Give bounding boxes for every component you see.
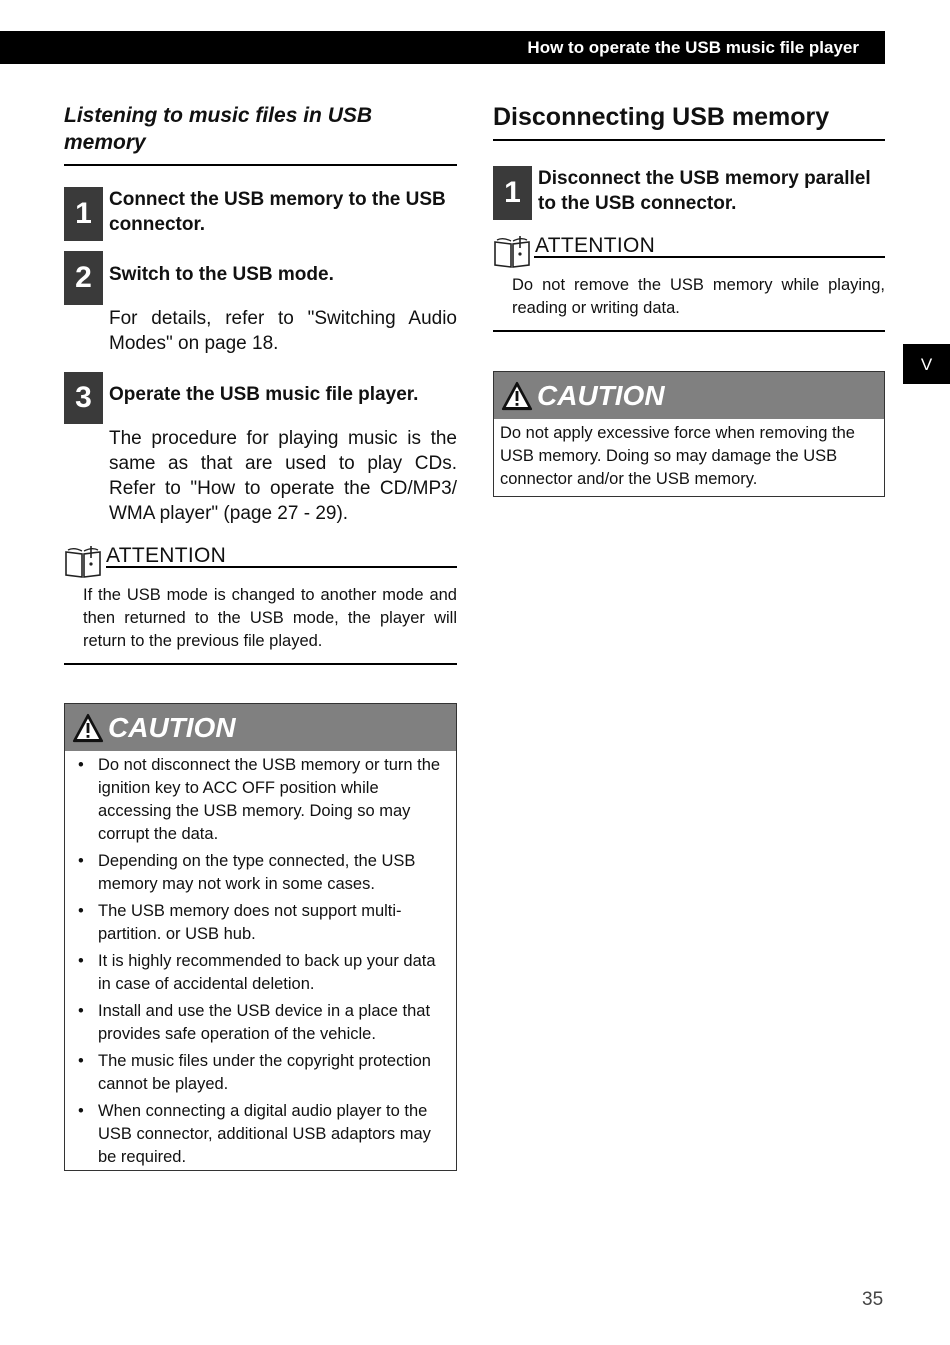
page-number: 35: [862, 1289, 884, 1310]
caution-header: [494, 372, 884, 419]
list-item-text: When connecting a digital audio player to the USB connector, additional USB adaptors may be required.: [98, 1102, 431, 1166]
list-item: • Depending on the type connected, the USB memory may not work in some cases.: [78, 852, 416, 893]
right-section-title: Disconnecting USB memory: [493, 103, 830, 131]
chapter-tab: V: [903, 344, 950, 384]
right-attention-text: Do not remove the USB memory while playing, reading or writing data.: [512, 276, 885, 317]
caution-header: [65, 704, 456, 751]
caution-text: Do not apply excessive force when removing the USB memory. Doing so may damage the USB connector and/or the USB memory.: [500, 424, 855, 488]
caution-body: [78, 754, 450, 1173]
right-attention-header: [493, 234, 885, 270]
warning-triangle-icon: [72, 713, 104, 743]
book-icon: [64, 544, 102, 578]
step-title: Connect the USB memory to the USB connector.: [109, 189, 446, 235]
list-item-text: Depending on the type connected, the USB memory may not work in some cases.: [98, 852, 416, 893]
step-number: 1: [64, 187, 103, 241]
left-caution-box: [64, 703, 457, 1171]
list-item: • Do not disconnect the USB memory or turn the ignition key to ACC OFF position while accessing the USB memory. Doing so may corrupt the data.: [78, 756, 441, 843]
caution-list: [78, 754, 450, 1169]
step-title: Operate the USB music file player.: [109, 384, 419, 405]
left-title-rule: [64, 164, 457, 166]
step-number: 1: [493, 166, 532, 220]
left-attention-header: [64, 544, 457, 580]
right-attention-bottom-rule: [493, 330, 885, 332]
list-item-text: The music files under the copyright protection cannot be played.: [98, 1052, 431, 1093]
right-caution-box: [493, 371, 885, 497]
attention-label: ATTENTION: [106, 544, 227, 567]
book-icon: [493, 234, 531, 268]
list-item-text: It is highly recommended to back up your data in case of accidental deletion.: [98, 952, 436, 993]
left-section-title: Listening to music files in USB memory: [64, 104, 373, 154]
list-item: • Install and use the USB device in a place that provides safe operation of the vehicle.: [78, 1002, 431, 1043]
left-step-3-body: The procedure for playing music is the same as that are used to play CDs. Refer to "How to operate the CD/MP3/ WMA player" (page 27 - 29).: [109, 428, 457, 524]
list-item: • It is highly recommended to back up your data in case of accidental deletion.: [78, 952, 436, 993]
left-step-2: [64, 251, 457, 305]
right-step-1: [493, 166, 885, 220]
list-item: • The USB memory does not support multi-partition. or USB hub.: [78, 902, 402, 943]
left-attention-text: If the USB mode is changed to another mode and then returned to the USB mode, the player will return to the previous file played.: [83, 586, 457, 650]
left-step-2-body: For details, refer to "Switching Audio Modes" on page 18.: [109, 308, 457, 354]
attention-label: ATTENTION: [535, 234, 656, 257]
caution-label: CAUTION: [108, 712, 236, 743]
list-item-text: Install and use the USB device in a place that provides safe operation of the vehicle.: [98, 1002, 431, 1043]
left-attention-bottom-rule: [64, 663, 457, 665]
right-attention-rule: [534, 256, 885, 258]
step-title: Switch to the USB mode.: [109, 264, 334, 285]
caution-label: CAUTION: [537, 380, 665, 411]
left-step-3: [64, 372, 457, 424]
left-step-1: [64, 187, 457, 241]
step-number: 2: [64, 251, 103, 305]
left-attention-rule: [106, 566, 457, 568]
list-item-text: Do not disconnect the USB memory or turn the ignition key to ACC OFF position while accessing the USB memory. Doing so may corrupt the data.: [98, 756, 441, 843]
step-number: 3: [64, 372, 103, 424]
step-title: Disconnect the USB memory parallel to the USB connector.: [538, 168, 871, 214]
running-header: [0, 31, 885, 64]
warning-triangle-icon: [501, 381, 533, 411]
running-header-title: How to operate the USB music file player: [527, 38, 859, 57]
list-item: • When connecting a digital audio player to the USB connector, additional USB adaptors may be required.: [78, 1102, 431, 1166]
list-item: • The music files under the copyright protection cannot be played.: [78, 1052, 431, 1093]
right-title-rule: [493, 139, 885, 141]
list-item-text: The USB memory does not support multi-partition. or USB hub.: [98, 902, 402, 943]
